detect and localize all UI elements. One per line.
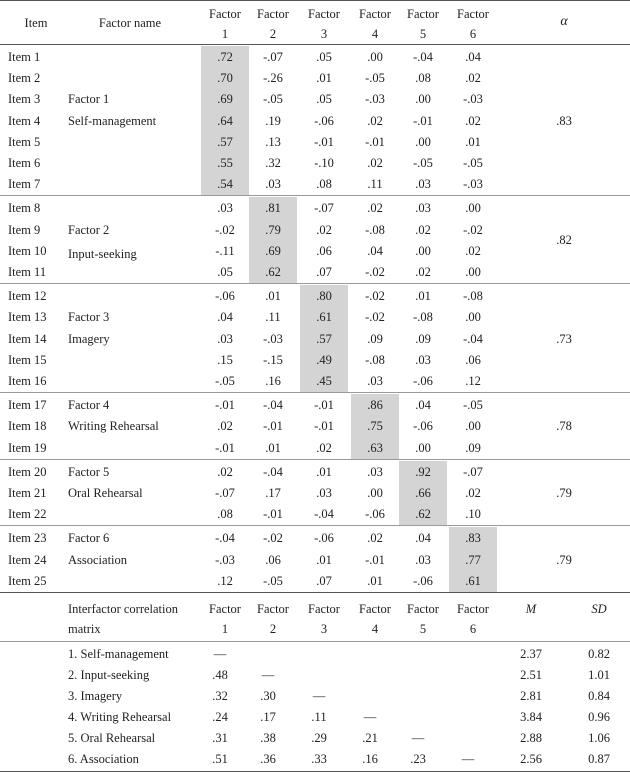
loading-cell: -.08: [413, 310, 433, 325]
alpha-value: .82: [556, 233, 572, 248]
loading-cell: .17: [265, 486, 281, 500]
loading-cell: .03: [415, 201, 431, 216]
sd-value: 1.01: [588, 668, 610, 682]
loading-cell: .80: [316, 289, 332, 304]
group-rule: [0, 283, 630, 284]
factor-name: Association: [68, 552, 128, 567]
loading-cell: .69: [265, 243, 281, 258]
loading-cell: -.02: [365, 289, 385, 304]
loading-cell: -.26: [263, 71, 283, 86]
interfactor-title: Interfactor correlation: [68, 602, 179, 616]
correlation-cell: .24: [212, 710, 228, 724]
loading-cell: .06: [265, 552, 281, 567]
loading-cell: .66: [415, 486, 431, 500]
item-label: Item 17: [8, 398, 47, 413]
item-label: Item 1: [8, 50, 41, 64]
sd-value: 0.96: [588, 710, 610, 724]
mean-value: 3.84: [520, 710, 542, 724]
loading-cell: -.03: [263, 331, 283, 346]
item-label: Item 11: [8, 265, 47, 279]
loading-cell: -.03: [215, 552, 235, 567]
interfactor-row-name: 5. Oral Rehearsal: [68, 731, 156, 745]
loading-cell: .03: [217, 201, 233, 216]
factor-name: Input-seeking: [68, 246, 137, 261]
loading-cell: -.11: [215, 243, 235, 258]
correlation-cell: —: [312, 689, 326, 703]
header-factor-3: Factor: [308, 7, 340, 21]
loading-cell: .06: [316, 243, 332, 258]
loading-cell: -.06: [413, 374, 433, 388]
alpha-value: .83: [556, 113, 572, 128]
loading-cell: .10: [465, 507, 481, 522]
loading-cell: .01: [316, 71, 332, 86]
correlation-cell: .48: [212, 668, 228, 682]
mean-value: 2.81: [520, 689, 542, 703]
loading-cell: -.01: [263, 507, 283, 522]
loading-cell: .00: [367, 486, 383, 500]
loading-cell: -.07: [263, 50, 283, 64]
loading-cell: .08: [217, 507, 233, 522]
interfactor-factor-number-4: 4: [371, 622, 379, 636]
loading-cell: -.04: [215, 531, 235, 546]
loading-cell: .75: [367, 419, 383, 434]
loading-cell: .62: [265, 265, 281, 279]
header-factor-number-2: 2: [269, 27, 277, 41]
loading-cell: .06: [465, 352, 481, 367]
interfactor-factor-1: Factor: [209, 602, 241, 616]
loading-cell: .69: [217, 92, 233, 107]
loading-cell: -.04: [263, 464, 283, 479]
correlation-cell: .23: [410, 752, 426, 766]
loading-cell: -.05: [263, 92, 283, 107]
loading-cell: .03: [415, 552, 431, 567]
loading-cell: -.10: [314, 156, 334, 170]
loading-cell: -.04: [413, 50, 433, 64]
group-rule: [0, 195, 630, 196]
loading-cell: .12: [217, 573, 233, 588]
loading-cell: .13: [265, 134, 281, 149]
loading-cell: .03: [415, 352, 431, 367]
loading-cell: .04: [415, 531, 431, 546]
loading-cell: -.01: [263, 419, 283, 434]
loading-cell: -.04: [463, 331, 483, 346]
loading-cell: .03: [415, 177, 431, 192]
interfactor-row-name: 3. Imagery: [68, 689, 123, 703]
group-rule: [0, 592, 630, 593]
factor-name: Oral Rehearsal: [68, 486, 143, 500]
interfactor-rule: [0, 641, 630, 642]
header-factor-name: Factor name: [98, 16, 162, 30]
loading-cell: .45: [316, 374, 332, 388]
interfactor-factor-2: Factor: [257, 602, 289, 616]
loading-cell: .05: [316, 50, 332, 64]
loading-cell: .09: [415, 331, 431, 346]
interfactor-factor-number-1: 1: [221, 622, 229, 636]
item-label: Item 16: [8, 374, 47, 388]
m-header: M: [525, 602, 537, 616]
header-factor-4: Factor: [359, 7, 391, 21]
item-label: Item 12: [8, 289, 47, 304]
sd-value: 0.87: [588, 752, 610, 766]
loading-cell: .00: [465, 265, 481, 279]
loading-cell: -.08: [365, 222, 385, 237]
correlation-cell: .11: [311, 710, 327, 724]
mean-value: 2.51: [520, 668, 542, 682]
item-label: Item 23: [8, 531, 47, 546]
correlation-cell: .16: [362, 752, 378, 766]
header-factor-number-6: 6: [469, 27, 477, 41]
header-rule: [0, 44, 630, 45]
loading-cell: .02: [465, 71, 481, 86]
loading-cell: .02: [465, 113, 481, 128]
loading-cell: -.06: [365, 507, 385, 522]
loading-cell: .70: [217, 71, 233, 86]
item-label: Item 13: [8, 310, 47, 325]
loading-cell: .01: [465, 134, 481, 149]
loading-cell: -.06: [215, 289, 235, 304]
correlation-cell: .32: [212, 689, 228, 703]
alpha-value: .79: [556, 486, 572, 500]
loading-cell: -.08: [365, 352, 385, 367]
loading-cell: .04: [465, 50, 481, 64]
loading-cell: .77: [465, 552, 481, 567]
item-label: Item 14: [8, 331, 47, 346]
group-rule: [0, 392, 630, 393]
loading-cell: .01: [415, 289, 431, 304]
correlation-cell: .33: [311, 752, 327, 766]
factor-label: Factor 3: [68, 310, 110, 325]
loading-cell: .02: [367, 531, 383, 546]
loading-cell: .19: [265, 113, 281, 128]
loading-cell: .61: [465, 573, 481, 588]
loading-cell: .11: [265, 310, 281, 325]
loading-cell: -.05: [413, 156, 433, 170]
loading-cell: .02: [465, 243, 481, 258]
header-factor-number-5: 5: [419, 27, 427, 41]
loading-cell: .02: [367, 201, 383, 216]
factor-label: Factor 1: [68, 92, 110, 107]
loading-cell: .03: [316, 486, 332, 500]
interfactor-title-2: matrix: [68, 622, 101, 636]
correlation-cell: .21: [362, 731, 378, 745]
alpha-value: .78: [556, 419, 572, 434]
loading-cell: .02: [367, 156, 383, 170]
loading-cell: .03: [367, 464, 383, 479]
loading-cell: -.02: [365, 265, 385, 279]
group-rule: [0, 525, 630, 526]
loading-cell: -.01: [314, 419, 334, 434]
loading-cell: -.15: [263, 352, 283, 367]
header-factor-number-3: 3: [320, 27, 328, 41]
loading-cell: .02: [415, 222, 431, 237]
loading-cell: .83: [465, 531, 481, 546]
correlation-cell: .30: [260, 689, 276, 703]
loading-cell: -.07: [215, 486, 235, 500]
group-rule: [0, 459, 630, 460]
loading-cell: -.03: [365, 92, 385, 107]
loading-cell: .54: [217, 177, 233, 192]
loading-cell: .00: [415, 92, 431, 107]
correlation-cell: .17: [260, 710, 276, 724]
item-label: Item 4: [8, 113, 41, 128]
loading-cell: .63: [367, 440, 383, 455]
loading-cell: .64: [217, 113, 233, 128]
factor-label: Factor 5: [68, 464, 110, 479]
correlation-cell: —: [213, 647, 227, 661]
loading-cell: -.02: [365, 310, 385, 325]
correlation-cell: .31: [212, 731, 228, 745]
loading-cell: -.02: [463, 222, 483, 237]
loading-cell: .02: [465, 486, 481, 500]
interfactor-row-name: 1. Self-management: [68, 647, 169, 661]
loading-cell: .04: [367, 243, 383, 258]
factor-label: Factor 2: [68, 222, 110, 237]
loading-cell: -.02: [215, 222, 235, 237]
loading-cell: .03: [217, 331, 233, 346]
loading-cell: -.06: [413, 419, 433, 434]
factor-name: Imagery: [68, 331, 110, 346]
loading-cell: .08: [316, 177, 332, 192]
loading-cell: .92: [415, 464, 431, 479]
loading-cell: .01: [265, 289, 281, 304]
loading-cell: .32: [265, 156, 281, 170]
loading-cell: -.07: [463, 464, 483, 479]
loading-cell: .00: [465, 419, 481, 434]
loading-cell: -.05: [215, 374, 235, 388]
loading-cell: .11: [367, 177, 383, 192]
interfactor-factor-number-3: 3: [320, 622, 328, 636]
loading-cell: .05: [217, 265, 233, 279]
loading-cell: .15: [217, 352, 233, 367]
loading-cell: -.01: [365, 552, 385, 567]
loading-cell: .09: [465, 440, 481, 455]
interfactor-factor-number-5: 5: [419, 622, 427, 636]
factor-name: Writing Rehearsal: [68, 419, 159, 434]
item-label: Item 25: [8, 573, 47, 588]
correlation-cell: —: [363, 710, 377, 724]
loading-cell: -.01: [314, 134, 334, 149]
loading-cell: .00: [415, 440, 431, 455]
loading-cell: .86: [367, 398, 383, 413]
sd-header: SD: [591, 602, 607, 616]
item-label: Item 15: [8, 352, 47, 367]
header-factor-1: Factor: [209, 7, 241, 21]
loading-cell: -.07: [314, 201, 334, 216]
sd-value: 0.82: [588, 647, 610, 661]
loading-cell: .01: [367, 573, 383, 588]
loading-cell: .02: [316, 222, 332, 237]
loading-cell: .57: [217, 134, 233, 149]
loading-cell: -.06: [314, 113, 334, 128]
correlation-cell: —: [411, 731, 425, 745]
loading-cell: .05: [316, 92, 332, 107]
interfactor-row-name: 4. Writing Rehearsal: [68, 710, 172, 724]
correlation-cell: .29: [311, 731, 327, 745]
interfactor-factor-3: Factor: [308, 602, 340, 616]
header-alpha: α: [560, 14, 568, 29]
loading-cell: -.05: [463, 398, 483, 413]
mean-value: 2.56: [520, 752, 542, 766]
loading-cell: .57: [316, 331, 332, 346]
loading-cell: .79: [265, 222, 281, 237]
loading-cell: -.05: [463, 156, 483, 170]
loading-cell: .62: [415, 507, 431, 522]
loading-cell: -.03: [463, 177, 483, 192]
loading-cell: .00: [465, 310, 481, 325]
loading-cell: .01: [316, 552, 332, 567]
item-label: Item 2: [8, 71, 41, 86]
alpha-value: .79: [556, 552, 572, 567]
loading-cell: -.08: [463, 289, 483, 304]
interfactor-factor-5: Factor: [407, 602, 439, 616]
header-factor-6: Factor: [457, 7, 489, 21]
loading-cell: -.04: [263, 398, 283, 413]
loading-cell: .00: [465, 201, 481, 216]
loading-cell: .02: [415, 265, 431, 279]
loading-cell: .02: [217, 419, 233, 434]
loading-cell: -.01: [215, 398, 235, 413]
mean-value: 2.88: [520, 731, 542, 745]
loading-cell: .00: [415, 243, 431, 258]
item-label: Item 10: [8, 243, 47, 258]
loading-cell: -.01: [365, 134, 385, 149]
loading-cell: .04: [217, 310, 233, 325]
correlation-cell: —: [261, 668, 275, 682]
loading-cell: .01: [316, 464, 332, 479]
loading-cell: .07: [316, 573, 332, 588]
interfactor-factor-4: Factor: [359, 602, 391, 616]
correlation-cell: —: [461, 752, 475, 766]
loading-cell: .61: [316, 310, 332, 325]
sd-value: 0.84: [588, 689, 610, 703]
interfactor-row-name: 6. Association: [68, 752, 139, 766]
loading-cell: .02: [217, 464, 233, 479]
loading-cell: .81: [265, 201, 281, 216]
loading-cell: .02: [367, 113, 383, 128]
loading-cell: -.01: [314, 398, 334, 413]
item-label: Item 19: [8, 440, 47, 455]
loading-cell: .03: [265, 177, 281, 192]
interfactor-factor-number-6: 6: [469, 622, 477, 636]
loading-cell: .02: [316, 440, 332, 455]
header-item: Item: [24, 16, 48, 30]
correlation-cell: .38: [260, 731, 276, 745]
loading-cell: .72: [217, 50, 233, 64]
loading-cell: -.04: [314, 507, 334, 522]
loading-cell: .00: [367, 50, 383, 64]
item-label: Item 20: [8, 464, 47, 479]
header-factor-number-4: 4: [371, 27, 379, 41]
interfactor-factor-6: Factor: [457, 602, 489, 616]
item-label: Item 6: [8, 156, 41, 170]
correlation-cell: .51: [212, 752, 228, 766]
loading-cell: .01: [265, 440, 281, 455]
loading-cell: -.06: [314, 531, 334, 546]
header-factor-5: Factor: [407, 7, 439, 21]
item-label: Item 3: [8, 92, 41, 107]
top-rule: [0, 0, 630, 1]
item-label: Item 9: [8, 222, 41, 237]
sd-value: 1.06: [588, 731, 610, 745]
loading-cell: -.06: [413, 573, 433, 588]
item-label: Item 18: [8, 419, 47, 434]
item-label: Item 21: [8, 486, 47, 500]
loading-cell: -.03: [463, 92, 483, 107]
item-label: Item 8: [8, 201, 41, 216]
loading-cell: .03: [367, 374, 383, 388]
header-factor-number-1: 1: [221, 27, 229, 41]
factor-name: Self-management: [68, 113, 157, 128]
loading-cell: -.02: [263, 531, 283, 546]
mean-value: 2.37: [520, 647, 542, 661]
item-label: Item 24: [8, 552, 47, 567]
item-label: Item 5: [8, 134, 41, 149]
correlation-cell: .36: [260, 752, 276, 766]
interfactor-row-name: 2. Input-seeking: [68, 668, 150, 682]
loading-cell: .49: [316, 352, 332, 367]
item-label: Item 22: [8, 507, 47, 522]
factor-label: Factor 4: [68, 398, 110, 413]
factor-label: Factor 6: [68, 531, 110, 546]
loading-cell: -.01: [215, 440, 235, 455]
loading-cell: -.05: [365, 71, 385, 86]
alpha-value: .73: [556, 331, 572, 346]
item-label: Item 7: [8, 177, 41, 192]
loading-cell: .07: [316, 265, 332, 279]
loading-cell: .04: [415, 398, 431, 413]
header-factor-2: Factor: [257, 7, 289, 21]
loading-cell: .00: [415, 134, 431, 149]
loading-cell: -.05: [263, 573, 283, 588]
loading-cell: .08: [415, 71, 431, 86]
loading-cell: .16: [265, 374, 281, 388]
loading-cell: .12: [465, 374, 481, 388]
loading-cell: .09: [367, 331, 383, 346]
interfactor-factor-number-2: 2: [269, 622, 277, 636]
loading-cell: -.01: [413, 113, 433, 128]
loading-cell: .55: [217, 156, 233, 170]
